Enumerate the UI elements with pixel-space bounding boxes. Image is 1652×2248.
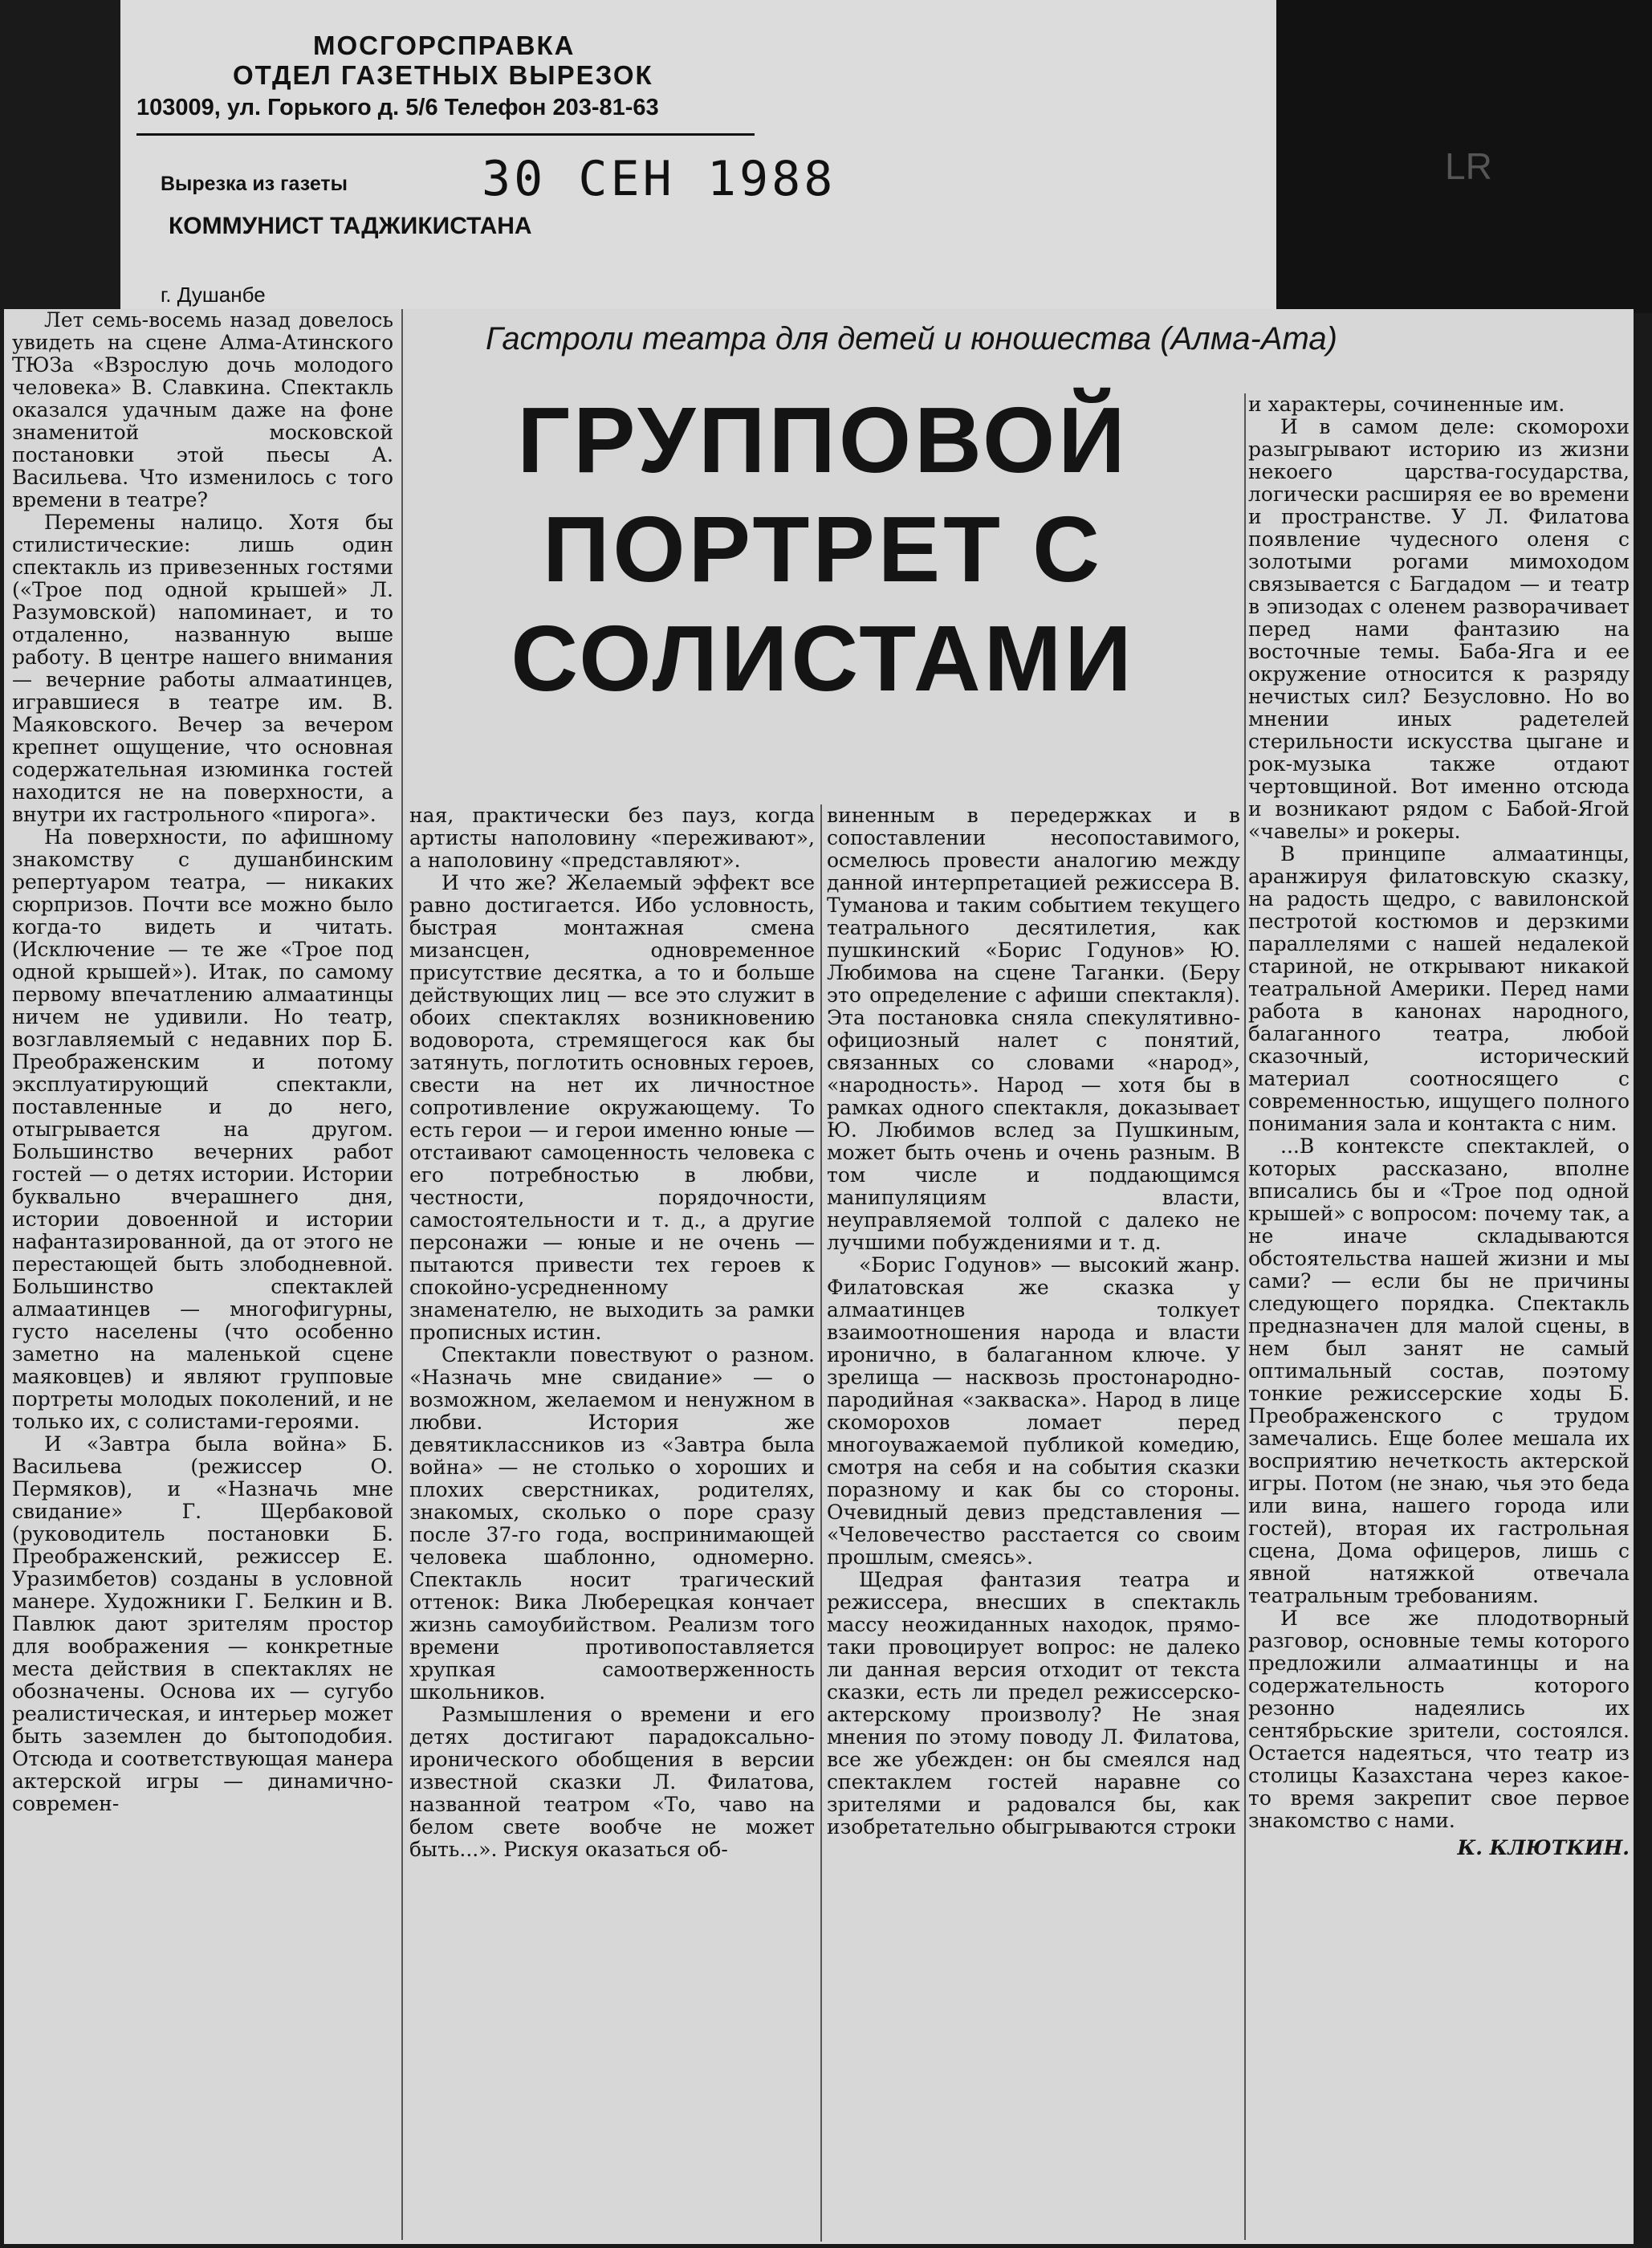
headline-line: ПОРТРЕТ С [543,497,1103,601]
paragraph: ная, практически без пауз, когда артисты наполовину «переживают», а наполовину «представляют». [409,804,821,872]
paragraph: В принципе алмаатинцы, аранжируя филатовскую сказку, на радость щедро, с вавилонской пестротой костюмов и дерзкими параллелями с нашей недалекой стариной, не открывают никакой театральной Америки. Перед нами работа в канонах народного, балаганного театра, любой сказочный, исторический материал соотносящего с современностью, ищущего полного понимания зала и контакта с ним. [1248,842,1636,1135]
stamp-address: 103009, ул. Горького д. 5/6 Телефон 203-81-63 [136,95,659,120]
stamp-org: МОСГОРСПРАВКА [313,31,576,60]
paragraph: «Борис Годунов» — высокий жанр. Филатовская же сказка у алмаатинцев толкует взаимоотношения народа и власти иронично, в балаганном ключе. У зрелища — насквозь простонародно-пародийная «закваска». Народ в лице скоморохов ломает перед многоуважаемой публикой комедию, смотря на себя и на события сказки поразному и как бы со стороны. Очевидный девиз представления — «Человечество расстается со своим прошлым, смеясь». [827,1253,1247,1569]
background-mark: LR [1445,145,1492,187]
rubric: Гастроли театра для детей и юношества (Алма-Ата) [486,321,1337,356]
stamp-newspaper: КОММУНИСТ ТАДЖИКИСТАНА [169,213,532,239]
newspaper-clipping [4,309,1634,2244]
stamp-divider [136,133,755,136]
stamp-department: ОТДЕЛ ГАЗЕТНЫХ ВЫРЕЗОК [233,60,653,90]
headline-line: СОЛИСТАМИ [511,606,1135,711]
paragraph: И «Завтра была война» Б. Васильева (режиссер О. Пермяков), и «Назначь мне свидание» Г. Щербаковой (руководитель постановки Б. Преображенский, режиссер Е. Уразимбетов) созданы в условной манере. Художники Г. Белкин и В. Павлюк дают зрителям простор для воображения — конкретные места действия в спектаклях не обозначены. Основа их — сугубо реалистическая, и интерьер может быть заземлен до бытоподобия. Отсюда и соответствующая манера актерской игры — динамично-современ- [12,1432,400,1815]
paragraph: Размышления о времени и его детях достигают парадоксально-иронического обобщения в версии известной сказки Л. Филатова, названной театром «То, чаво на белом свете вообче не может быть...». Рискуя оказаться об- [409,1703,821,1861]
headline-line: ГРУППОВОЙ [517,388,1129,492]
column-rule [401,309,403,2240]
stamp-city: г. Душанбе [161,283,266,307]
clipping-stamp [120,0,1276,313]
paragraph: И что же? Желаемый эффект все равно достигается. Ибо условность, быстрая монтажная смена мизансцен, одновременное присутствие десятка, а то и больше действующих лиц — все это служит в обоих спектаклях возникновению водоворота, стремящегося как бы затянуть, поглотить основных героев, свести на нет их личностное сопротивление окружающему. То есть герои — и герои именно юные — отстаивают самоценность человека с его потребностью в любви, честности, порядочности, самостоятельности и т. д., а другие персонажи — юные и не очень — пытаются привести тех героев к спокойно-усредненному знаменателю, не выходить за рамки прописных истин. [409,871,821,1344]
column-3 [827,804,1247,2242]
paragraph: и характеры, сочиненные им. [1248,393,1565,416]
paragraph: Лет семь-восемь назад довелось увидеть на сцене Алма-Атинского ТЮЗа «Взрослую дочь молодого человека» В. Славкина. Спектакль оказался удачным даже на фоне знаменитой московской постановки этой пьесы А. Васильева. Что изменилось с того времени в театре? [12,308,400,511]
stamp-clipping-label: Вырезка из газеты [161,173,348,195]
stamp-date: 30 СЕН 1988 [482,151,836,207]
headline [413,385,1232,713]
column-2 [409,804,821,2242]
paragraph: На поверхности, по афишному знакомству с душанбинским репертуаром театра, — никаких сюрпризов. Почти все можно было когда-то видеть и читать. (Исключение — те же «Трое под одной крышей»). Итак, по самому первому впечатлению алмаатинцы ничем не удивили. Но театр, возглавляемый с недавних пор Б. Преображенским и потому эксплуатирующий спектакли, поставленные и до него, отыгрывается на другом. Большинство вечерних работ гостей — о детях истории. Истории буквально вчерашнего дня, истории довоенной и истории нафантазированной, да от этого не перестающей быть злободневной. Большинство спектаклей алмаатинцев — многофигурны, густо населены (что особенно заметно на маленькой сцене маяковцев) и являют групповые портреты молодых поколений, и не только их, с солистами-героями. [12,825,400,1433]
paragraph: И все же плодотворный разговор, основные темы которого предложили алмаатинцы и на содержательность которого резонно надеялись их сентябрьские зрители, состоялся. Остается надеяться, что театр из столицы Казахстана через какое-то время закрепит свое первое знакомство с нами. [1248,1607,1636,1832]
column-1 [12,308,400,2240]
paragraph: ...В контексте спектаклей, о которых рассказано, вполне вписались бы и «Трое под одной крышей» с вопросом: почему так, а не иначе складываются обстоятельства нашей жизни и мы сами? — если бы не причины следующего порядка. Спектакль предназначен для малой сцены, в нем был занят не самый оптимальный состав, поэтому тонкие режиссерские ходы Б. Преображенского с трудом замечались. Еще более мешала их восприятию нечеткость актерской игры. Потом (не знаю, чья это беда или вина, нашего города или гостей), вторая их гастрольная сцена, Дома офицеров, лишь с явной натяжкой отвечала театральным требованиям. [1248,1134,1636,1607]
paragraph: виненным в передержках и в сопоставлении несопоставимого, осмелюсь провести аналогию между данной интерпретацией режиссера В. Туманова и таким событием текущего театрального десятилетия, как пушкинский «Борис Годунов» Ю. Любимова на сцене Таганки. (Беру это определение с афиши спектакля). Эта постановка сняла спекулятивно-официозный налет с понятий, связанных со словами «народ», «народность». Народ — хотя бы в рамках одного спектакля, доказывает Ю. Любимов вслед за Пушкиным, может быть очень и очень разным. В том числе и поддающимся манипуляциям власти, неуправляемой толпой с далеко не лучшими побуждениями и т. д. [827,804,1247,1254]
column-rule [820,804,822,2242]
author-signature: К. КЛЮТКИН. [1457,1836,1630,1859]
column-rule [1244,393,1246,2240]
column-4 [1248,393,1636,2240]
paragraph: И в самом деле: скоморохи разыгрывают историю из жизни некоего царства-государства, логически расширяя ее во времени и пространстве. У Л. Филатова появление чудесного оленя с золотыми рогами мимоходом связывается с Багдадом — и театр в эпизодах с оленем разворачивает перед нами фантазию на восточные темы. Баба-Яга и ее окружение относится к разряду нечистых сил? Безусловно. Но во мнении иных радетелей стерильности искусства цыгане и рок-музыка также отдают чертовщиной. Вот именно отсюда и возникают рядом с Бабой-Ягой «чавелы» и рокеры. [1248,415,1636,843]
paragraph: Щедрая фантазия театра и режиссера, внесших в спектакль массу неожиданных находок, прямо-таки провоцирует вопрос: не далеко ли данная версия отходит от текста сказки, есть ли предел режиссерско-актерскому произволу? Не зная мнения по этому поводу Л. Филатова, все же убежден: он бы смеялся над спектаклем гостей наравне со зрителями и радовался бы, как изобретательно обыгрываются строки [827,1568,1247,1839]
paragraph: Перемены налицо. Хотя бы стилистические: лишь один спектакль из привезенных гостями («Трое под одной крышей» Л. Разумовской) напоминает, и то отдаленно, названную выше работу. В центре нашего внимания — вечерние работы алмаатинцев, игравшиеся в театре им. В. Маяковского. Вечер за вечером крепнет ощущение, что основная содержательная изюминка гостей находится не на поверхности, а внутри их гастрольного «пирога». [12,511,400,826]
paragraph: Спектакли повествуют о разном. «Назначь мне свидание» — о возможном, желаемом и ненужном в любви. История же девятиклассников из «Завтра была война» — не столько о хороших и плохих сверстниках, родителях, знакомых, сколько о поре сразу после 37-го года, воспринимающей человека шаблонно, одномерно. Спектакль носит трагический оттенок: Вика Люберецкая кончает жизнь самоубийством. Реализм того времени противопоставляется хрупкая самоотверженность школьников. [409,1343,821,1704]
